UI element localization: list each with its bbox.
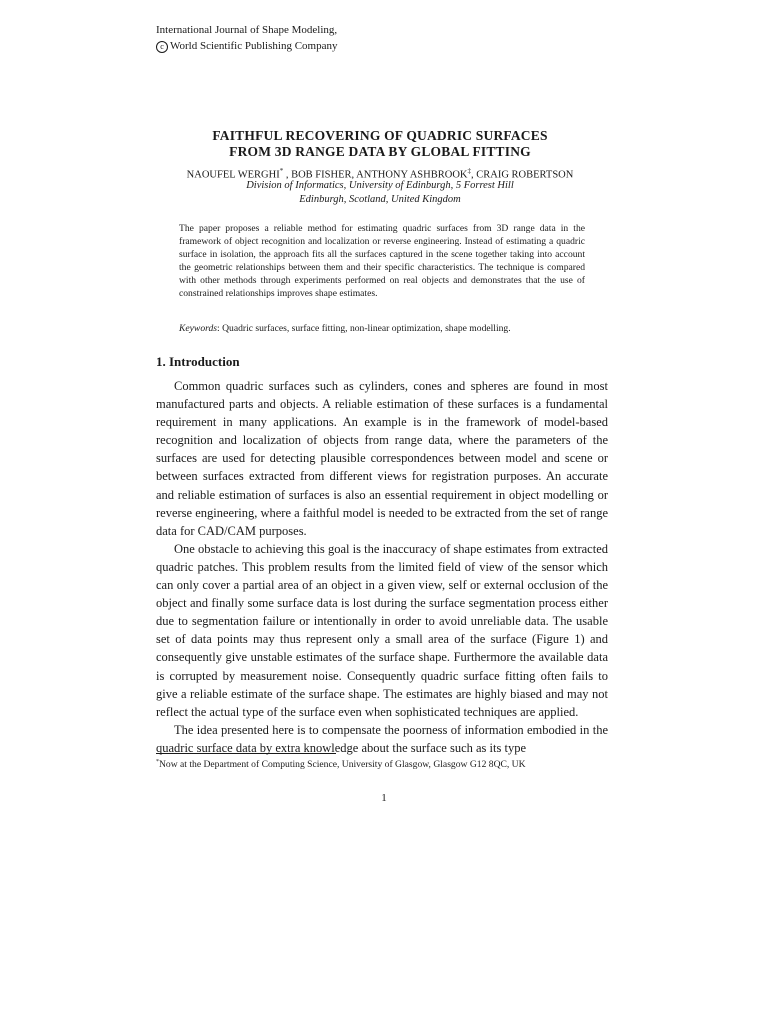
keywords	[179, 322, 599, 335]
paragraph-1: Common quadric surfaces such as cylinders, cones and spheres are found in most manufactured parts and objects. A reliable estimation of these surfaces is a fundamental requirement in many applications. An example is in the framework of model-based recognition and localization of objects from range data, where the parameters of the surfaces are used for detecting plausible correspondences between model and scene or between surfaces extracted from different views for registration purposes. An accurate and reliable estimation of surfaces is also an essential requirement in object modelling or reverse engineering, where a faithful model is needed to be extracted from the set of range data for CAD/CAM purposes.	[156, 379, 608, 538]
footnote-text: Now at the Department of Computing Science, University of Glasgow, Glasgow G12 8QC, UK	[159, 759, 526, 771]
paragraph-2: One obstacle to achieving this goal is the inaccuracy of shape estimates from extracted quadric patches. This problem results from the limited field of view of the sensor which can only cover a partial area of an object in a given view, self or external occlusion of the object and finally some surface data is lost during the surface segmentation process either due to segmentation failure or intentionally in order to avoid unreliable data. The usable set of data points may thus represent only a small area of the surface (Figure 1) and consequently give unstable estimates of the surface shape. Furthermore the available data is corrupted by measurement noise. Consequently quadric surface fitting often fails to give a reliable estimate of the surface shape. The estimates are highly biased and may not reflect the actual type of the surface even when sophisticated techniques are applied.	[156, 541, 608, 719]
affiliation-line-2: Edinburgh, Scotland, United Kingdom	[299, 194, 461, 205]
author-1-mark: *	[279, 167, 284, 175]
author-1: NAOUFEL WERGHI	[186, 169, 280, 181]
copyright-icon: c	[156, 41, 168, 53]
keywords-label: Keywords	[179, 323, 218, 334]
keywords-text: : Quadric surfaces, surface fitting, non-linear optimization, shape modelling.	[217, 323, 511, 334]
affiliation-line-1: Division of Informatics, University of Edinburgh, 5 Forrest Hill	[246, 180, 514, 191]
section-heading: 1. Introduction	[156, 354, 240, 369]
affiliation	[150, 179, 610, 207]
footnote-rule	[156, 753, 336, 754]
authors-middle: , BOB FISHER, ANTHONY ASHBROOK	[285, 169, 468, 181]
journal-name: International Journal of Shape Modeling,	[156, 24, 338, 36]
paragraph-3: The idea presented here is to compensate the poorness of information embodied in the quadric surface data by extra knowledge about the surface such as its type	[156, 722, 608, 755]
body-text	[156, 377, 608, 757]
page-number: 1	[381, 792, 387, 804]
title-line-2: FROM 3D RANGE DATA BY GLOBAL FITTING	[229, 144, 531, 159]
footnote-mark: *	[156, 759, 159, 765]
author-last: , CRAIG ROBERTSON	[470, 169, 574, 181]
publisher-line	[156, 38, 337, 54]
title-line-1: FAITHFUL RECOVERING OF QUADRIC SURFACES	[212, 128, 548, 143]
author-mark-ddagger: ‡	[467, 167, 471, 175]
paper-title	[150, 128, 610, 160]
journal-header	[156, 22, 337, 54]
abstract: The paper proposes a reliable method for estimating quadric surfaces from 3D range data in the framework of object recognition and localization or reverse engineering. Instead of estimating a quadric surface in isolation, the approach fits all the surfaces captured in the scene together taking into account the geometric relationships between them and their specific characteristics. The technique is compared with other methods through experiments performed on real objects and demonstrates that the use of constrained relationships improves shape estimates.	[179, 223, 585, 299]
publisher-name: World Scientific Publishing Company	[170, 40, 338, 52]
footnote	[156, 756, 526, 771]
